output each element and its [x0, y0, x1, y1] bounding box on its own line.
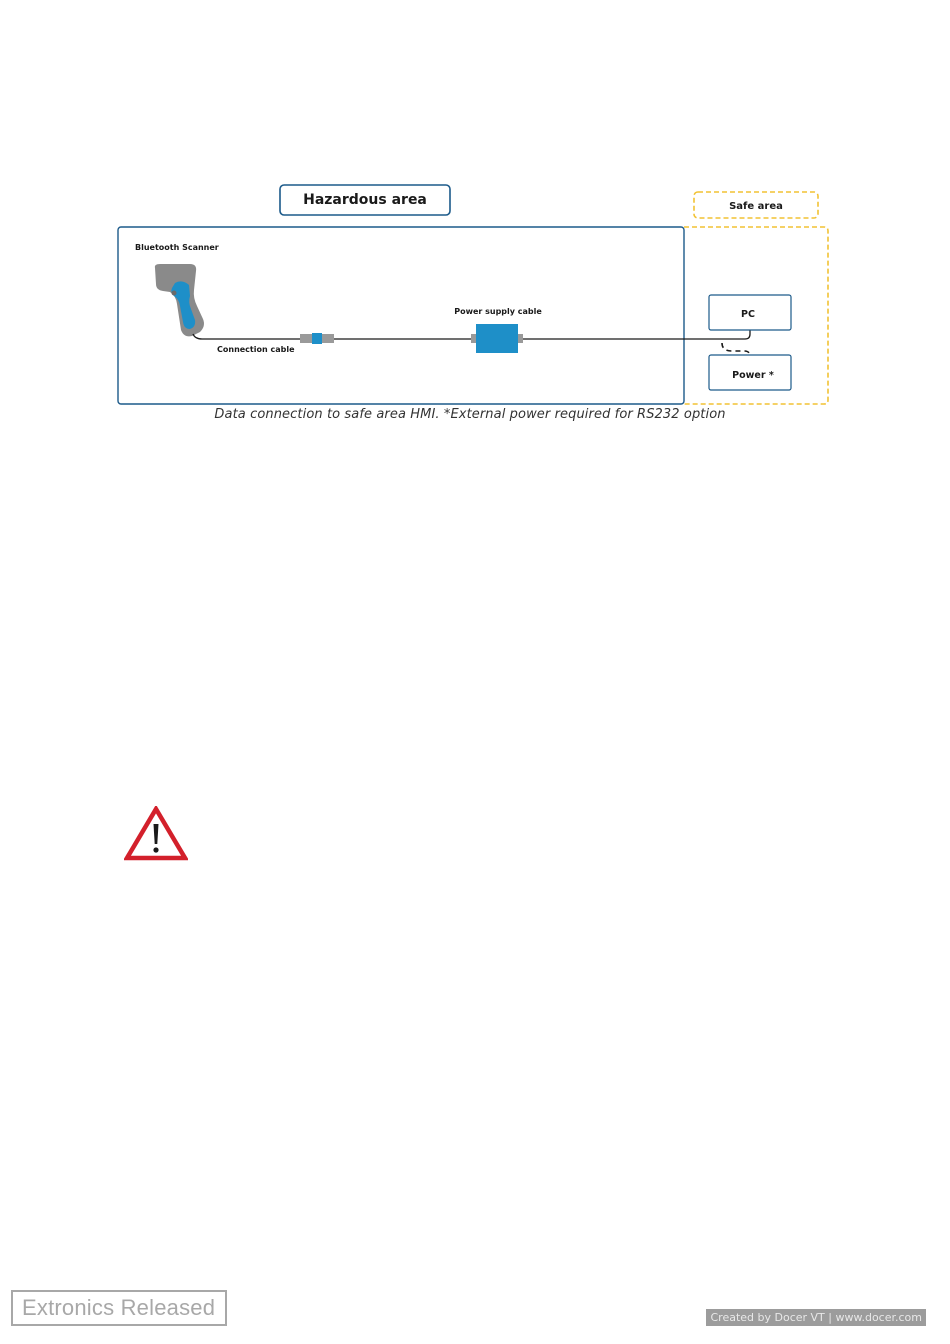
power-dashed-link [722, 343, 750, 356]
power-label: Power * [732, 370, 774, 381]
power-supply-unit [471, 324, 523, 353]
warning-icon [124, 806, 188, 862]
cable-coupler [300, 333, 334, 344]
creator-watermark: Created by Docer VT | www.docer.com [706, 1309, 926, 1326]
power-supply-label: Power supply cable [454, 307, 542, 316]
connection-cable-label: Connection cable [217, 345, 295, 354]
power-box [709, 355, 791, 390]
hazardous-area-title [280, 185, 450, 215]
scanner-label: Bluetooth Scanner [135, 243, 219, 252]
system-diagram [0, 0, 950, 440]
diagram-caption: Data connection to safe area HMI. *External power required for RS232 option [214, 407, 726, 422]
pc-box [709, 295, 791, 330]
scanner-icon [155, 264, 204, 336]
hazardous-area-region [118, 227, 684, 404]
safe-area-label: Safe area [729, 201, 783, 212]
hazardous-area-label: Hazardous area [303, 192, 427, 208]
safe-area-title [694, 192, 818, 218]
pc-label: PC [741, 309, 755, 320]
connection-cable-line [193, 334, 300, 339]
release-stamp: Extronics Released [11, 1290, 227, 1326]
